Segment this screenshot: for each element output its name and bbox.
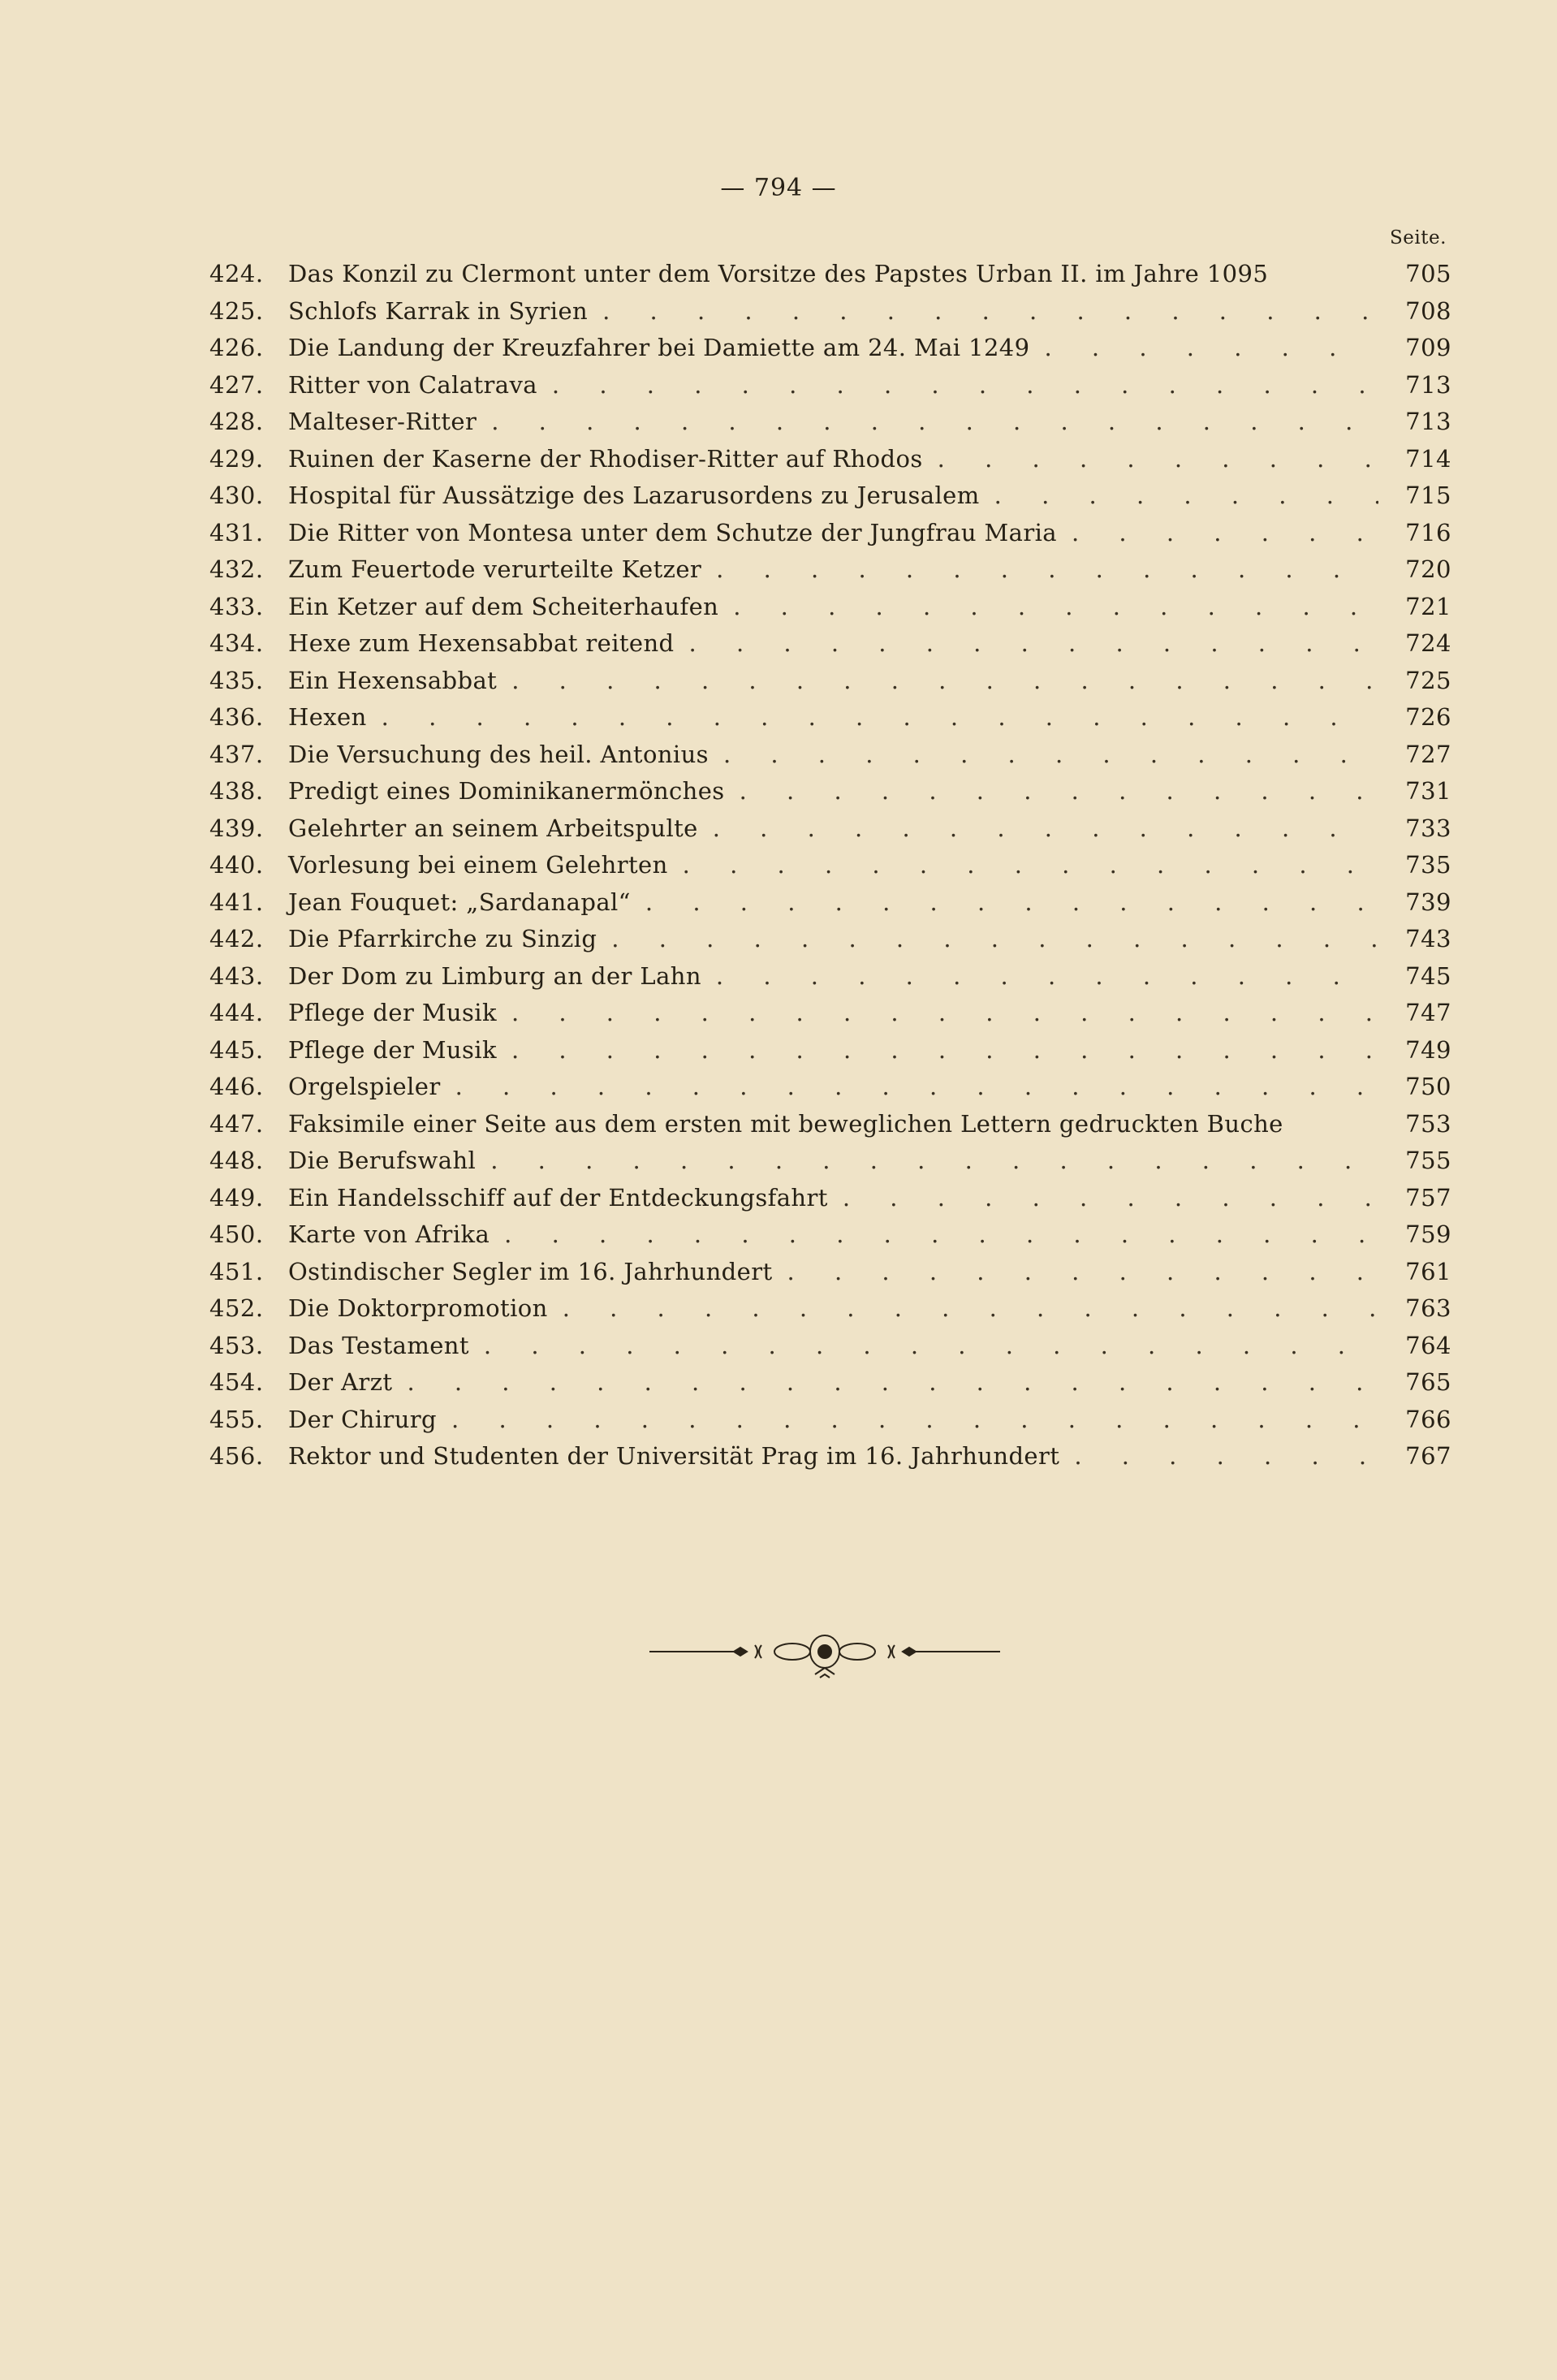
entry-title: Hospital für Aussätzige des Lazarusordens zu Jerusalem bbox=[288, 482, 980, 509]
entry-page-number: 749 bbox=[1405, 1035, 1451, 1064]
dot-leader bbox=[597, 925, 1378, 952]
entry-title: Der Chirurg bbox=[288, 1405, 438, 1433]
entry-number: 452. bbox=[209, 1294, 264, 1322]
dot-leader bbox=[668, 851, 1378, 879]
index-entry bbox=[209, 371, 1451, 408]
entry-page-number: 733 bbox=[1405, 814, 1451, 842]
entry-number: 445. bbox=[209, 1035, 264, 1064]
index-entry bbox=[209, 1368, 1451, 1406]
entry-page-number: 739 bbox=[1405, 888, 1451, 916]
entry-page-number: 761 bbox=[1405, 1257, 1451, 1285]
index-entry bbox=[209, 519, 1451, 556]
entry-page-number: 724 bbox=[1405, 629, 1451, 657]
dot-leader bbox=[923, 445, 1378, 473]
entry-page-number: 750 bbox=[1405, 1073, 1451, 1100]
index-entry bbox=[209, 1220, 1451, 1258]
dot-leader bbox=[631, 888, 1378, 916]
index-entry bbox=[209, 1147, 1451, 1184]
index-entry bbox=[209, 1036, 1451, 1073]
entry-title: Pflege der Musik bbox=[288, 999, 497, 1026]
entry-title: Die Doktorpromotion bbox=[288, 1294, 548, 1322]
index-entry bbox=[209, 1332, 1451, 1369]
entry-title: Malteser-Ritter bbox=[288, 408, 477, 435]
dot-leader bbox=[701, 962, 1378, 990]
dot-leader bbox=[980, 482, 1378, 509]
dot-leader bbox=[701, 555, 1378, 583]
entry-title: Zum Feuertode verurteilte Ketzer bbox=[288, 555, 702, 583]
entry-title: Ein Ketzer auf dem Scheiterhaufen bbox=[288, 592, 719, 620]
entry-number: 430. bbox=[209, 482, 264, 509]
dot-leader bbox=[490, 1220, 1378, 1248]
entry-title: Orgelspieler bbox=[288, 1073, 441, 1100]
entry-title: Die Berufswahl bbox=[288, 1147, 477, 1174]
index-entry bbox=[209, 962, 1451, 1000]
entry-number: 428. bbox=[209, 408, 264, 435]
dot-leader bbox=[698, 814, 1378, 842]
entry-page-number: 767 bbox=[1405, 1442, 1451, 1470]
dot-leader bbox=[709, 741, 1378, 768]
entry-number: 454. bbox=[209, 1368, 264, 1396]
entry-title: Ein Hexensabbat bbox=[288, 666, 498, 694]
entry-number: 449. bbox=[209, 1183, 264, 1212]
entry-title: Ostindischer Segler im 16. Jahrhundert bbox=[288, 1257, 773, 1285]
entry-number: 425. bbox=[209, 296, 264, 325]
entry-number: 441. bbox=[209, 888, 264, 916]
entry-page-number: 709 bbox=[1405, 334, 1451, 361]
entry-number: 456. bbox=[209, 1442, 264, 1470]
index-entry bbox=[209, 1110, 1451, 1147]
entry-number: 434. bbox=[209, 629, 264, 657]
entry-number: 439. bbox=[209, 814, 264, 842]
entry-title: Die Versuchung des heil. Antonius bbox=[288, 740, 709, 768]
entry-title: Hexe zum Hexensabbat reitend bbox=[288, 629, 675, 657]
decorative-divider-ornament bbox=[649, 1627, 1000, 1684]
dot-leader bbox=[469, 1332, 1378, 1359]
entry-number: 442. bbox=[209, 925, 264, 952]
entry-page-number: 735 bbox=[1405, 851, 1451, 879]
dot-leader bbox=[588, 297, 1378, 325]
entry-number: 429. bbox=[209, 444, 264, 473]
index-entry bbox=[209, 703, 1451, 741]
entry-title: Die Landung der Kreuzfahrer bei Damiette am 24. Mai 1249 bbox=[288, 334, 1030, 361]
entry-number: 444. bbox=[209, 999, 264, 1026]
index-entry bbox=[209, 260, 1451, 297]
entry-title: Die Ritter von Montesa unter dem Schutze der Jungfrau Maria bbox=[288, 518, 1057, 546]
dot-leader bbox=[725, 777, 1378, 805]
entry-title: Rektor und Studenten der Universität Prag im 16. Jahrhundert bbox=[288, 1442, 1060, 1470]
index-entry bbox=[209, 629, 1451, 667]
entry-title: Vorlesung bei einem Gelehrten bbox=[288, 851, 668, 879]
index-entry bbox=[209, 1073, 1451, 1110]
page-number: — 794 — bbox=[720, 174, 837, 202]
entry-title: Der Dom zu Limburg an der Lahn bbox=[288, 961, 701, 990]
entry-page-number: 716 bbox=[1405, 518, 1451, 546]
entry-number: 433. bbox=[209, 592, 264, 620]
index-entry bbox=[209, 999, 1451, 1036]
entry-page-number: 755 bbox=[1405, 1147, 1451, 1174]
index-entry bbox=[209, 555, 1451, 593]
entry-page-number: 766 bbox=[1405, 1405, 1451, 1433]
entry-page-number: 727 bbox=[1405, 740, 1451, 768]
dot-leader bbox=[548, 1294, 1378, 1322]
entry-number: 437. bbox=[209, 740, 264, 768]
entry-number: 431. bbox=[209, 518, 264, 546]
entry-title: Gelehrter an seinem Arbeitspulte bbox=[288, 814, 698, 842]
entry-page-number: 747 bbox=[1405, 999, 1451, 1026]
dot-leader bbox=[497, 999, 1378, 1026]
column-label-seite: Seite. bbox=[1390, 227, 1447, 248]
entry-number: 443. bbox=[209, 961, 264, 990]
entry-title: Ritter von Calatrava bbox=[288, 370, 537, 399]
dot-leader bbox=[718, 593, 1378, 620]
entry-page-number: 764 bbox=[1405, 1331, 1451, 1359]
entry-number: 436. bbox=[209, 703, 264, 731]
dot-leader bbox=[476, 1147, 1378, 1174]
index-entry bbox=[209, 1184, 1451, 1221]
entry-number: 455. bbox=[209, 1405, 264, 1433]
entry-page-number: 763 bbox=[1405, 1294, 1451, 1322]
entry-number: 440. bbox=[209, 851, 264, 879]
entry-number: 427. bbox=[209, 370, 264, 399]
entry-page-number: 759 bbox=[1405, 1220, 1451, 1248]
index-entry bbox=[209, 1406, 1451, 1443]
entry-title: Pflege der Musik bbox=[288, 1035, 497, 1064]
entry-number: 432. bbox=[209, 555, 264, 583]
entry-number: 453. bbox=[209, 1331, 264, 1359]
entry-number: 447. bbox=[209, 1109, 264, 1138]
entry-number: 448. bbox=[209, 1147, 264, 1174]
dot-leader bbox=[497, 667, 1378, 694]
dot-leader bbox=[828, 1184, 1378, 1212]
index-entry bbox=[209, 445, 1451, 482]
entry-number: 450. bbox=[209, 1220, 264, 1248]
entry-number: 426. bbox=[209, 334, 264, 361]
index-entry bbox=[209, 741, 1451, 778]
entry-number: 435. bbox=[209, 666, 264, 694]
entry-number: 451. bbox=[209, 1257, 264, 1285]
entry-page-number: 705 bbox=[1405, 260, 1451, 287]
entry-number: 438. bbox=[209, 777, 264, 805]
entry-page-number: 743 bbox=[1405, 925, 1451, 952]
entry-page-number: 713 bbox=[1405, 370, 1451, 399]
entry-title: Ruinen der Kaserne der Rhodiser-Ritter auf Rhodos bbox=[288, 444, 923, 473]
dot-leader bbox=[497, 1036, 1378, 1064]
index-entry bbox=[209, 851, 1451, 888]
index-entry bbox=[209, 1294, 1451, 1332]
entry-title: Predigt eines Dominikanermönches bbox=[288, 777, 725, 805]
entry-page-number: 715 bbox=[1405, 482, 1451, 509]
entry-page-number: 721 bbox=[1405, 592, 1451, 620]
entry-page-number: 731 bbox=[1405, 777, 1451, 805]
index-entry bbox=[209, 667, 1451, 704]
entry-page-number: 720 bbox=[1405, 555, 1451, 583]
dot-leader bbox=[367, 703, 1378, 731]
entry-title: Karte von Afrika bbox=[288, 1220, 490, 1248]
entry-page-number: 753 bbox=[1405, 1109, 1451, 1138]
dot-leader bbox=[675, 629, 1378, 657]
dot-leader bbox=[537, 371, 1378, 399]
dot-leader bbox=[1057, 519, 1378, 546]
index-entry bbox=[209, 777, 1451, 814]
index-entry bbox=[209, 334, 1451, 371]
entry-title: Jean Fouquet: „Sardanapal“ bbox=[288, 888, 631, 916]
index-entry bbox=[209, 888, 1451, 926]
entry-title: Das Konzil zu Clermont unter dem Vorsitze des Papstes Urban II. im Jahre 1095 bbox=[288, 260, 1269, 287]
entry-page-number: 725 bbox=[1405, 666, 1451, 694]
entry-page-number: 714 bbox=[1405, 444, 1451, 473]
dot-leader bbox=[1059, 1442, 1378, 1470]
entry-title: Faksimile einer Seite aus dem ersten mit beweglichen Lettern gedruckten Buche bbox=[288, 1109, 1283, 1138]
entry-title: Schlofs Karrak in Syrien bbox=[288, 296, 589, 325]
dot-leader bbox=[477, 408, 1378, 435]
index-entry bbox=[209, 925, 1451, 962]
index-entry bbox=[209, 1258, 1451, 1295]
entry-title: Der Arzt bbox=[288, 1368, 393, 1396]
index-entry bbox=[209, 593, 1451, 630]
dot-leader bbox=[773, 1258, 1378, 1285]
entry-number: 446. bbox=[209, 1073, 264, 1100]
dot-leader bbox=[392, 1368, 1378, 1396]
index-entry bbox=[209, 814, 1451, 852]
dot-leader bbox=[1030, 334, 1379, 361]
dot-leader bbox=[441, 1073, 1378, 1100]
illustration-index-list bbox=[209, 260, 1451, 1479]
index-entry bbox=[209, 482, 1451, 519]
entry-title: Hexen bbox=[288, 703, 367, 731]
entry-page-number: 765 bbox=[1405, 1368, 1451, 1396]
entry-title: Ein Handelsschiff auf der Entdeckungsfahrt bbox=[288, 1183, 828, 1212]
index-entry bbox=[209, 408, 1451, 445]
entry-page-number: 745 bbox=[1405, 961, 1451, 990]
entry-title: Das Testament bbox=[288, 1331, 469, 1359]
entry-title: Die Pfarrkirche zu Sinzig bbox=[288, 925, 597, 952]
index-entry bbox=[209, 1442, 1451, 1479]
entry-page-number: 757 bbox=[1405, 1183, 1451, 1212]
entry-page-number: 713 bbox=[1405, 408, 1451, 435]
entry-number: 424. bbox=[209, 260, 264, 287]
dot-leader bbox=[437, 1406, 1378, 1433]
entry-page-number: 726 bbox=[1405, 703, 1451, 731]
index-entry bbox=[209, 297, 1451, 335]
entry-page-number: 708 bbox=[1405, 296, 1451, 325]
